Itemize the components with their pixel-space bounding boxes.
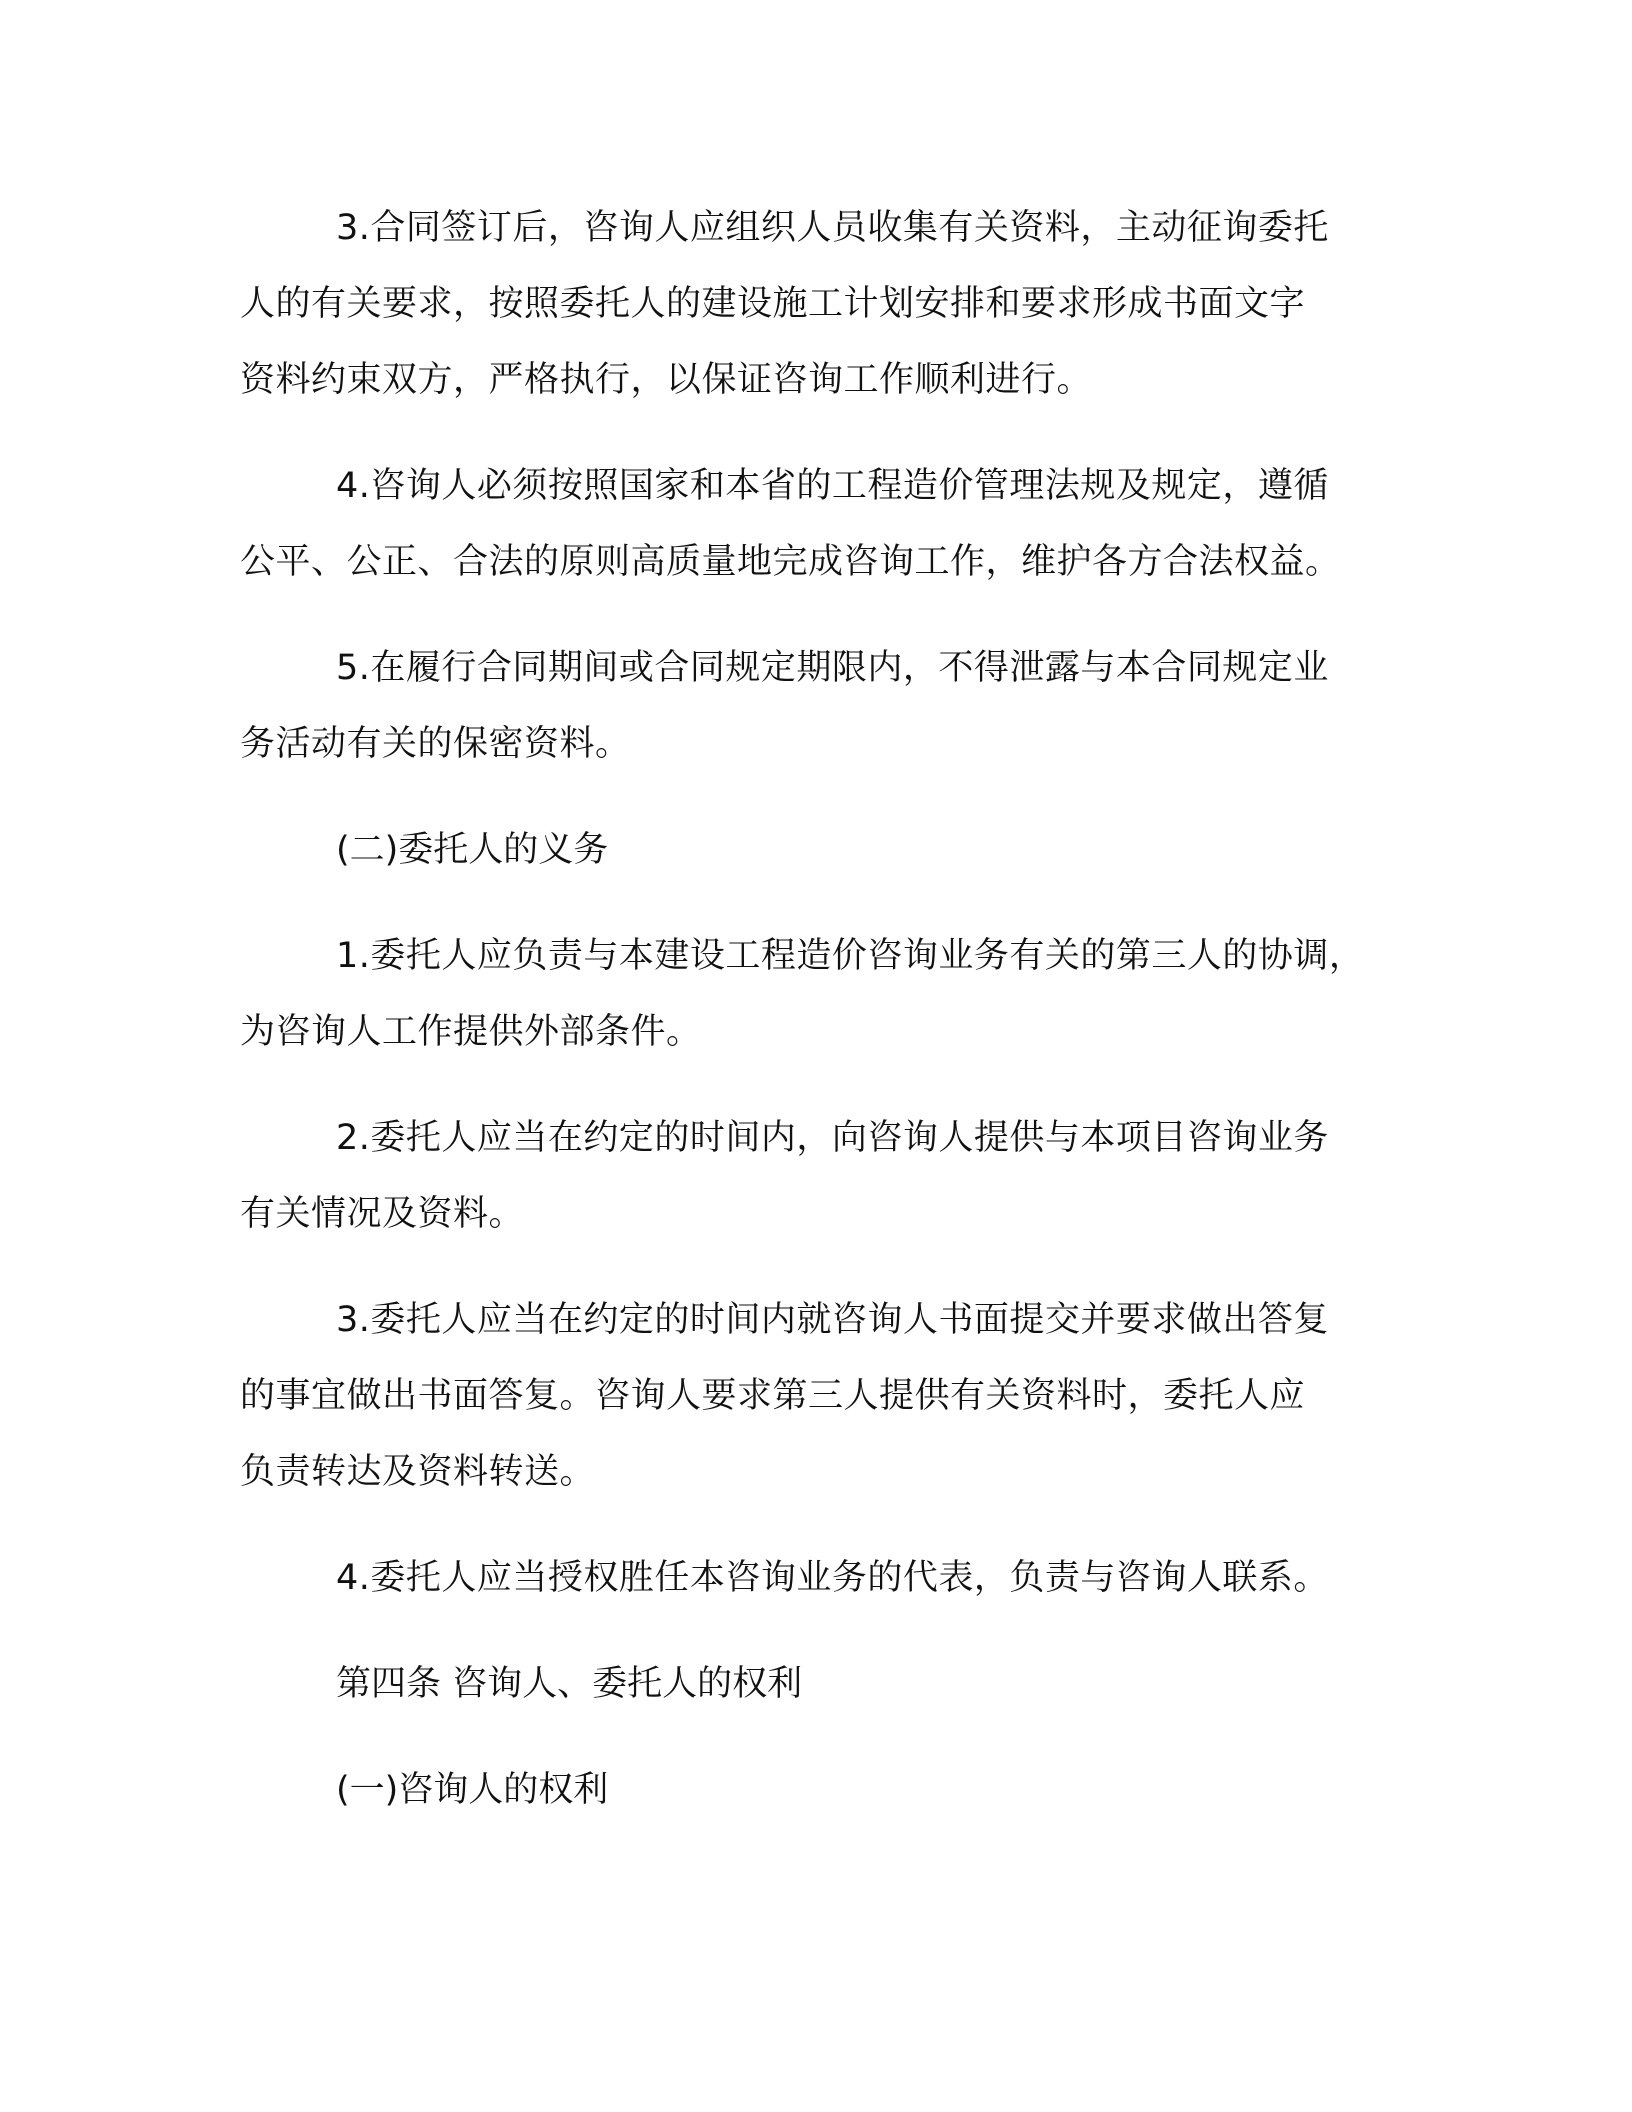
heading-text: (一)咨询人的权利 — [336, 1770, 609, 1810]
paragraph-consultant-duty-5 — [240, 630, 1390, 782]
section-heading-consultant-rights — [240, 1752, 1390, 1828]
paragraph-consultant-duty-3 — [240, 190, 1390, 418]
paragraph-client-duty-1 — [240, 918, 1390, 1070]
text-line: 资料约束双方，严格执行，以保证咨询工作顺利进行。 — [240, 360, 1093, 400]
heading-text: 第四条 咨询人、委托人的权利 — [336, 1664, 803, 1704]
section-heading-client-duties — [240, 812, 1390, 888]
text-line: 4.委托人应当授权胜任本咨询业务的代表，负责与咨询人联系。 — [336, 1558, 1329, 1598]
text-line: 3.合同签订后，咨询人应组织人员收集有关资料，主动征询委托 — [336, 208, 1329, 248]
heading-text: (二)委托人的义务 — [336, 830, 609, 870]
paragraph-client-duty-2 — [240, 1100, 1390, 1252]
paragraph-consultant-duty-4 — [240, 448, 1390, 600]
text-line: 务活动有关的保密资料。 — [240, 724, 631, 764]
text-line: 公平、公正、合法的原则高质量地完成咨询工作，维护各方合法权益。 — [240, 542, 1341, 582]
document-body — [240, 190, 1390, 1858]
text-line: 负责转达及资料转送。 — [240, 1452, 596, 1492]
text-line: 为咨询人工作提供外部条件。 — [240, 1012, 702, 1052]
text-line: 的事宜做出书面答复。咨询人要求第三人提供有关资料时，委托人应 — [240, 1376, 1306, 1416]
text-line: 3.委托人应当在约定的时间内就咨询人书面提交并要求做出答复 — [336, 1300, 1329, 1340]
paragraph-client-duty-4 — [240, 1540, 1390, 1616]
paragraph-client-duty-3 — [240, 1282, 1390, 1510]
text-line: 1.委托人应负责与本建设工程造价咨询业务有关的第三人的协调， — [336, 936, 1365, 976]
text-line: 有关情况及资料。 — [240, 1194, 525, 1234]
text-line: 4.咨询人必须按照国家和本省的工程造价管理法规及规定，遵循 — [336, 466, 1329, 506]
article-heading-rights — [240, 1646, 1390, 1722]
text-line: 人的有关要求，按照委托人的建设施工计划安排和要求形成书面文字 — [240, 284, 1306, 324]
text-line: 2.委托人应当在约定的时间内，向咨询人提供与本项目咨询业务 — [336, 1118, 1329, 1158]
text-line: 5.在履行合同期间或合同规定期限内，不得泄露与本合同规定业 — [336, 648, 1329, 688]
